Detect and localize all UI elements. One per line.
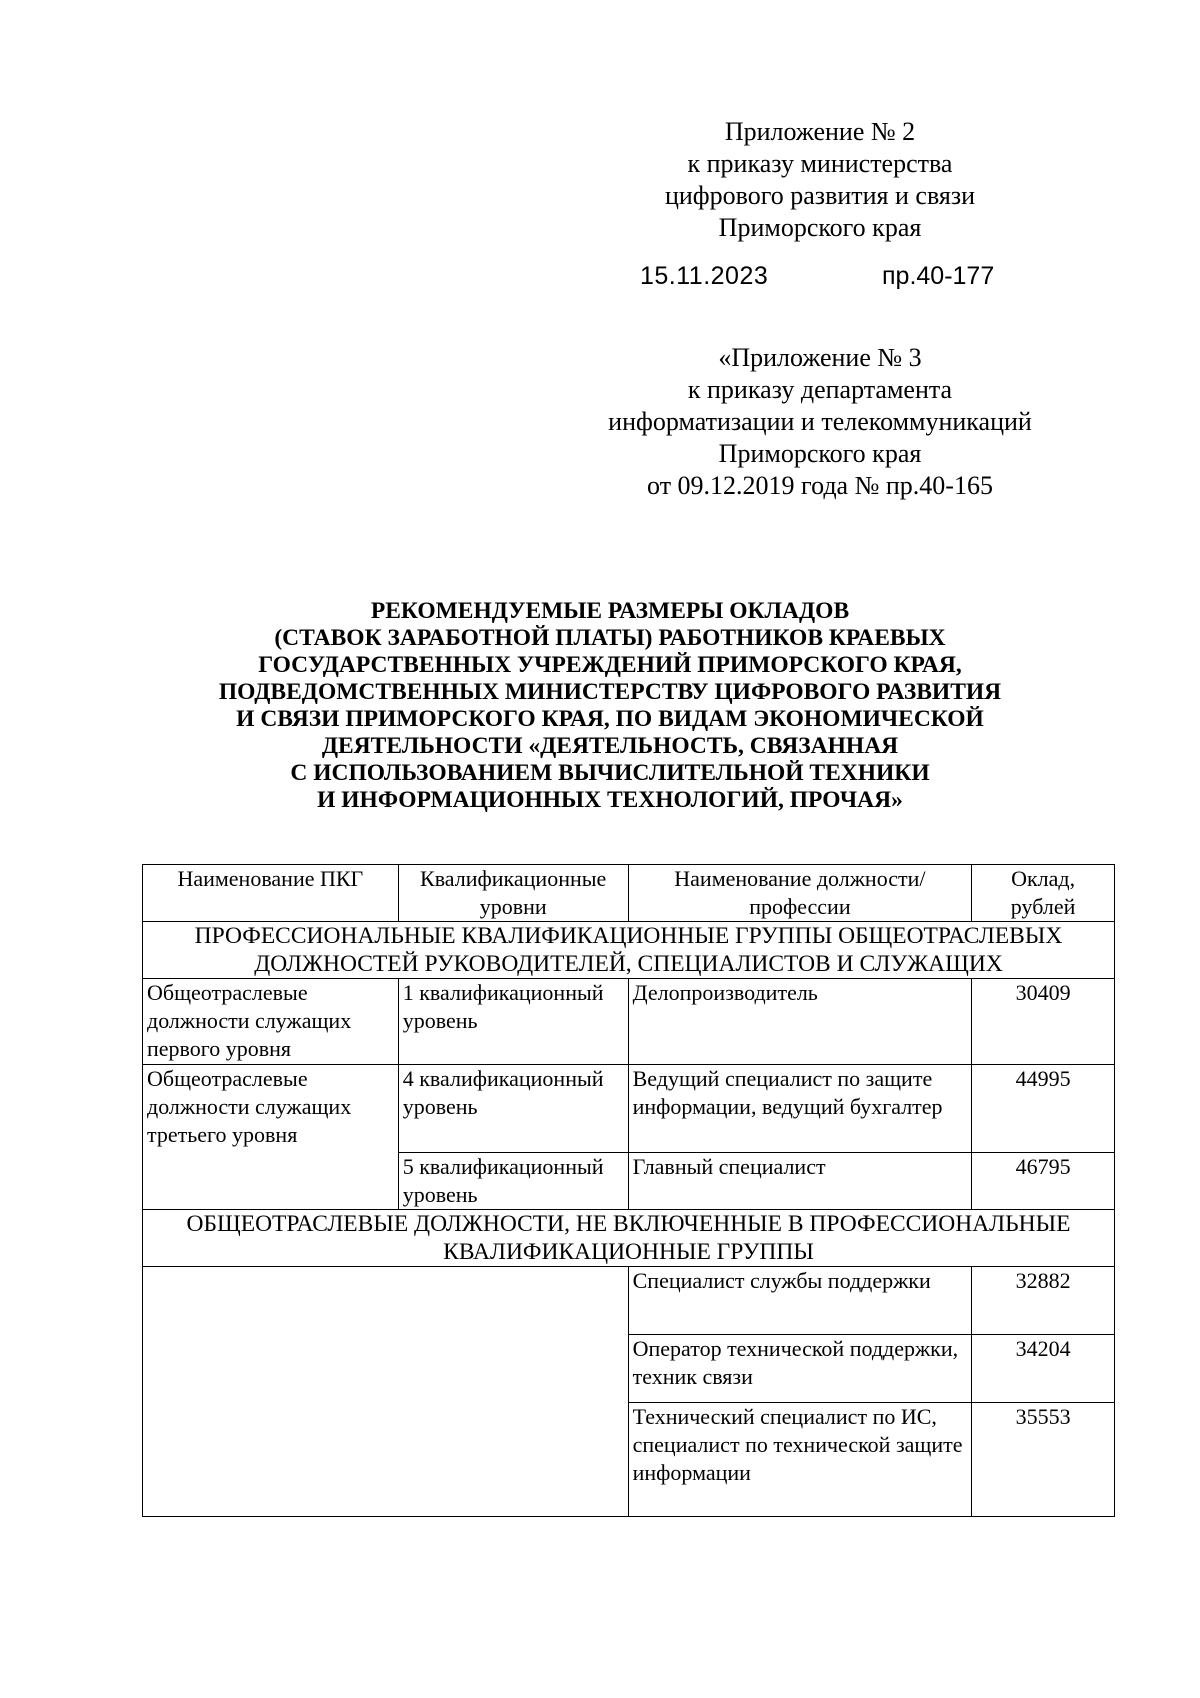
header-pkg: Наименование ПКГ: [143, 865, 399, 922]
section-row: [143, 922, 1115, 979]
title-line: И ИНФОРМАЦИОННЫХ ТЕХНОЛОГИЙ, ПРОЧАЯ»: [317, 787, 903, 813]
pkg-name: Общеотраслевые должности служащих первого уровня: [143, 979, 399, 1065]
section-title-pkg: ПРОФЕССИОНАЛЬНЫЕ КВАЛИФИКАЦИОННЫЕ ГРУППЫ ОБЩЕОТРАСЛЕВЫХ ДОЛЖНОСТЕЙ РУКОВОДИТЕЛЕЙ, СПЕЦИАЛИСТОВ И СЛУЖАЩИХ: [143, 922, 1115, 979]
table-row: [143, 979, 1115, 1065]
title-line: ДЕЯТЕЛЬНОСТИ «ДЕЯТЕЛЬНОСТЬ, СВЯЗАННАЯ: [321, 733, 899, 759]
pkg-name: Общеотраслевые должности служащих третьего уровня: [143, 1065, 399, 1210]
order-number: пр.40-177: [882, 262, 995, 290]
title-line: С ИСПОЛЬЗОВАНИЕМ ВЫЧИСЛИТЕЛЬНОЙ ТЕХНИКИ: [290, 760, 930, 786]
appendix-region: Приморского края: [718, 213, 922, 242]
empty-cell: [143, 1267, 629, 1517]
qualification-level: 4 квалификационный уровень: [398, 1065, 628, 1153]
title-line: РЕКОМЕНДУЕМЫЕ РАЗМЕРЫ ОКЛАДОВ: [370, 598, 850, 624]
prev-appendix-department: информатизации и телекоммуникаций: [608, 407, 1032, 436]
appendix-number: Приложение № 2: [724, 117, 916, 146]
position-name: Главный специалист: [628, 1153, 972, 1210]
title-line: И СВЯЗИ ПРИМОРСКОГО КРАЯ, ПО ВИДАМ ЭКОНОМИЧЕСКОЙ: [236, 706, 984, 732]
table-row: [143, 1065, 1115, 1153]
position-name: Специалист службы поддержки: [628, 1267, 972, 1335]
title-line: (СТАВОК ЗАРАБОТНОЙ ПЛАТЫ) РАБОТНИКОВ КРАЕВЫХ: [274, 625, 946, 651]
document-title: [160, 598, 1060, 814]
prev-appendix-number: «Приложение № 3: [718, 343, 922, 372]
position-name: Ведущий специалист по защите информации, ведущий бухгалтер: [628, 1065, 972, 1153]
table-row: [143, 1267, 1115, 1335]
title-line: ПОДВЕДОМСТВЕННЫХ МИНИСТЕРСТВУ ЦИФРОВОГО РАЗВИТИЯ: [218, 679, 1002, 705]
prev-appendix-region: Приморского края: [718, 439, 922, 468]
title-line: ГОСУДАРСТВЕННЫХ УЧРЕЖДЕНИЙ ПРИМОРСКОГО КРАЯ,: [258, 652, 962, 678]
header-position: Наименование должности/профессии: [628, 865, 972, 922]
position-name: Делопроизводитель: [628, 979, 972, 1065]
header-level: Квалификационные уровни: [398, 865, 628, 922]
prev-appendix-order-ref: к приказу департамента: [687, 375, 953, 404]
salary-value: 30409: [972, 979, 1115, 1065]
salary-value: 32882: [972, 1267, 1115, 1335]
salary-value: 34204: [972, 1335, 1115, 1403]
prev-appendix-date-number: от 09.12.2019 года № пр.40-165: [647, 471, 993, 500]
qualification-level: 1 квалификационный уровень: [398, 979, 628, 1065]
position-name: Оператор технической поддержки, техник связи: [628, 1335, 972, 1403]
qualification-level: 5 квалификационный уровень: [398, 1153, 628, 1210]
salary-value: 35553: [972, 1403, 1115, 1517]
salary-value: 46795: [972, 1153, 1115, 1210]
salary-table: [142, 864, 1115, 1517]
header-salary: Оклад, рублей: [972, 865, 1115, 922]
appendix-ministry: цифрового развития и связи: [664, 181, 976, 210]
position-name: Технический специалист по ИС, специалист по технической защите информации: [628, 1403, 972, 1517]
salary-value: 44995: [972, 1065, 1115, 1153]
appendix-order-ref: к приказу министерства: [687, 149, 953, 178]
section-row: [143, 1210, 1115, 1267]
section-title-other: ОБЩЕОТРАСЛЕВЫЕ ДОЛЖНОСТИ, НЕ ВКЛЮЧЕННЫЕ В ПРОФЕССИОНАЛЬНЫЕ КВАЛИФИКАЦИОННЫЕ ГРУППЫ: [143, 1210, 1115, 1267]
order-date: 15.11.2023: [640, 262, 769, 290]
table-header-row: [143, 865, 1115, 922]
